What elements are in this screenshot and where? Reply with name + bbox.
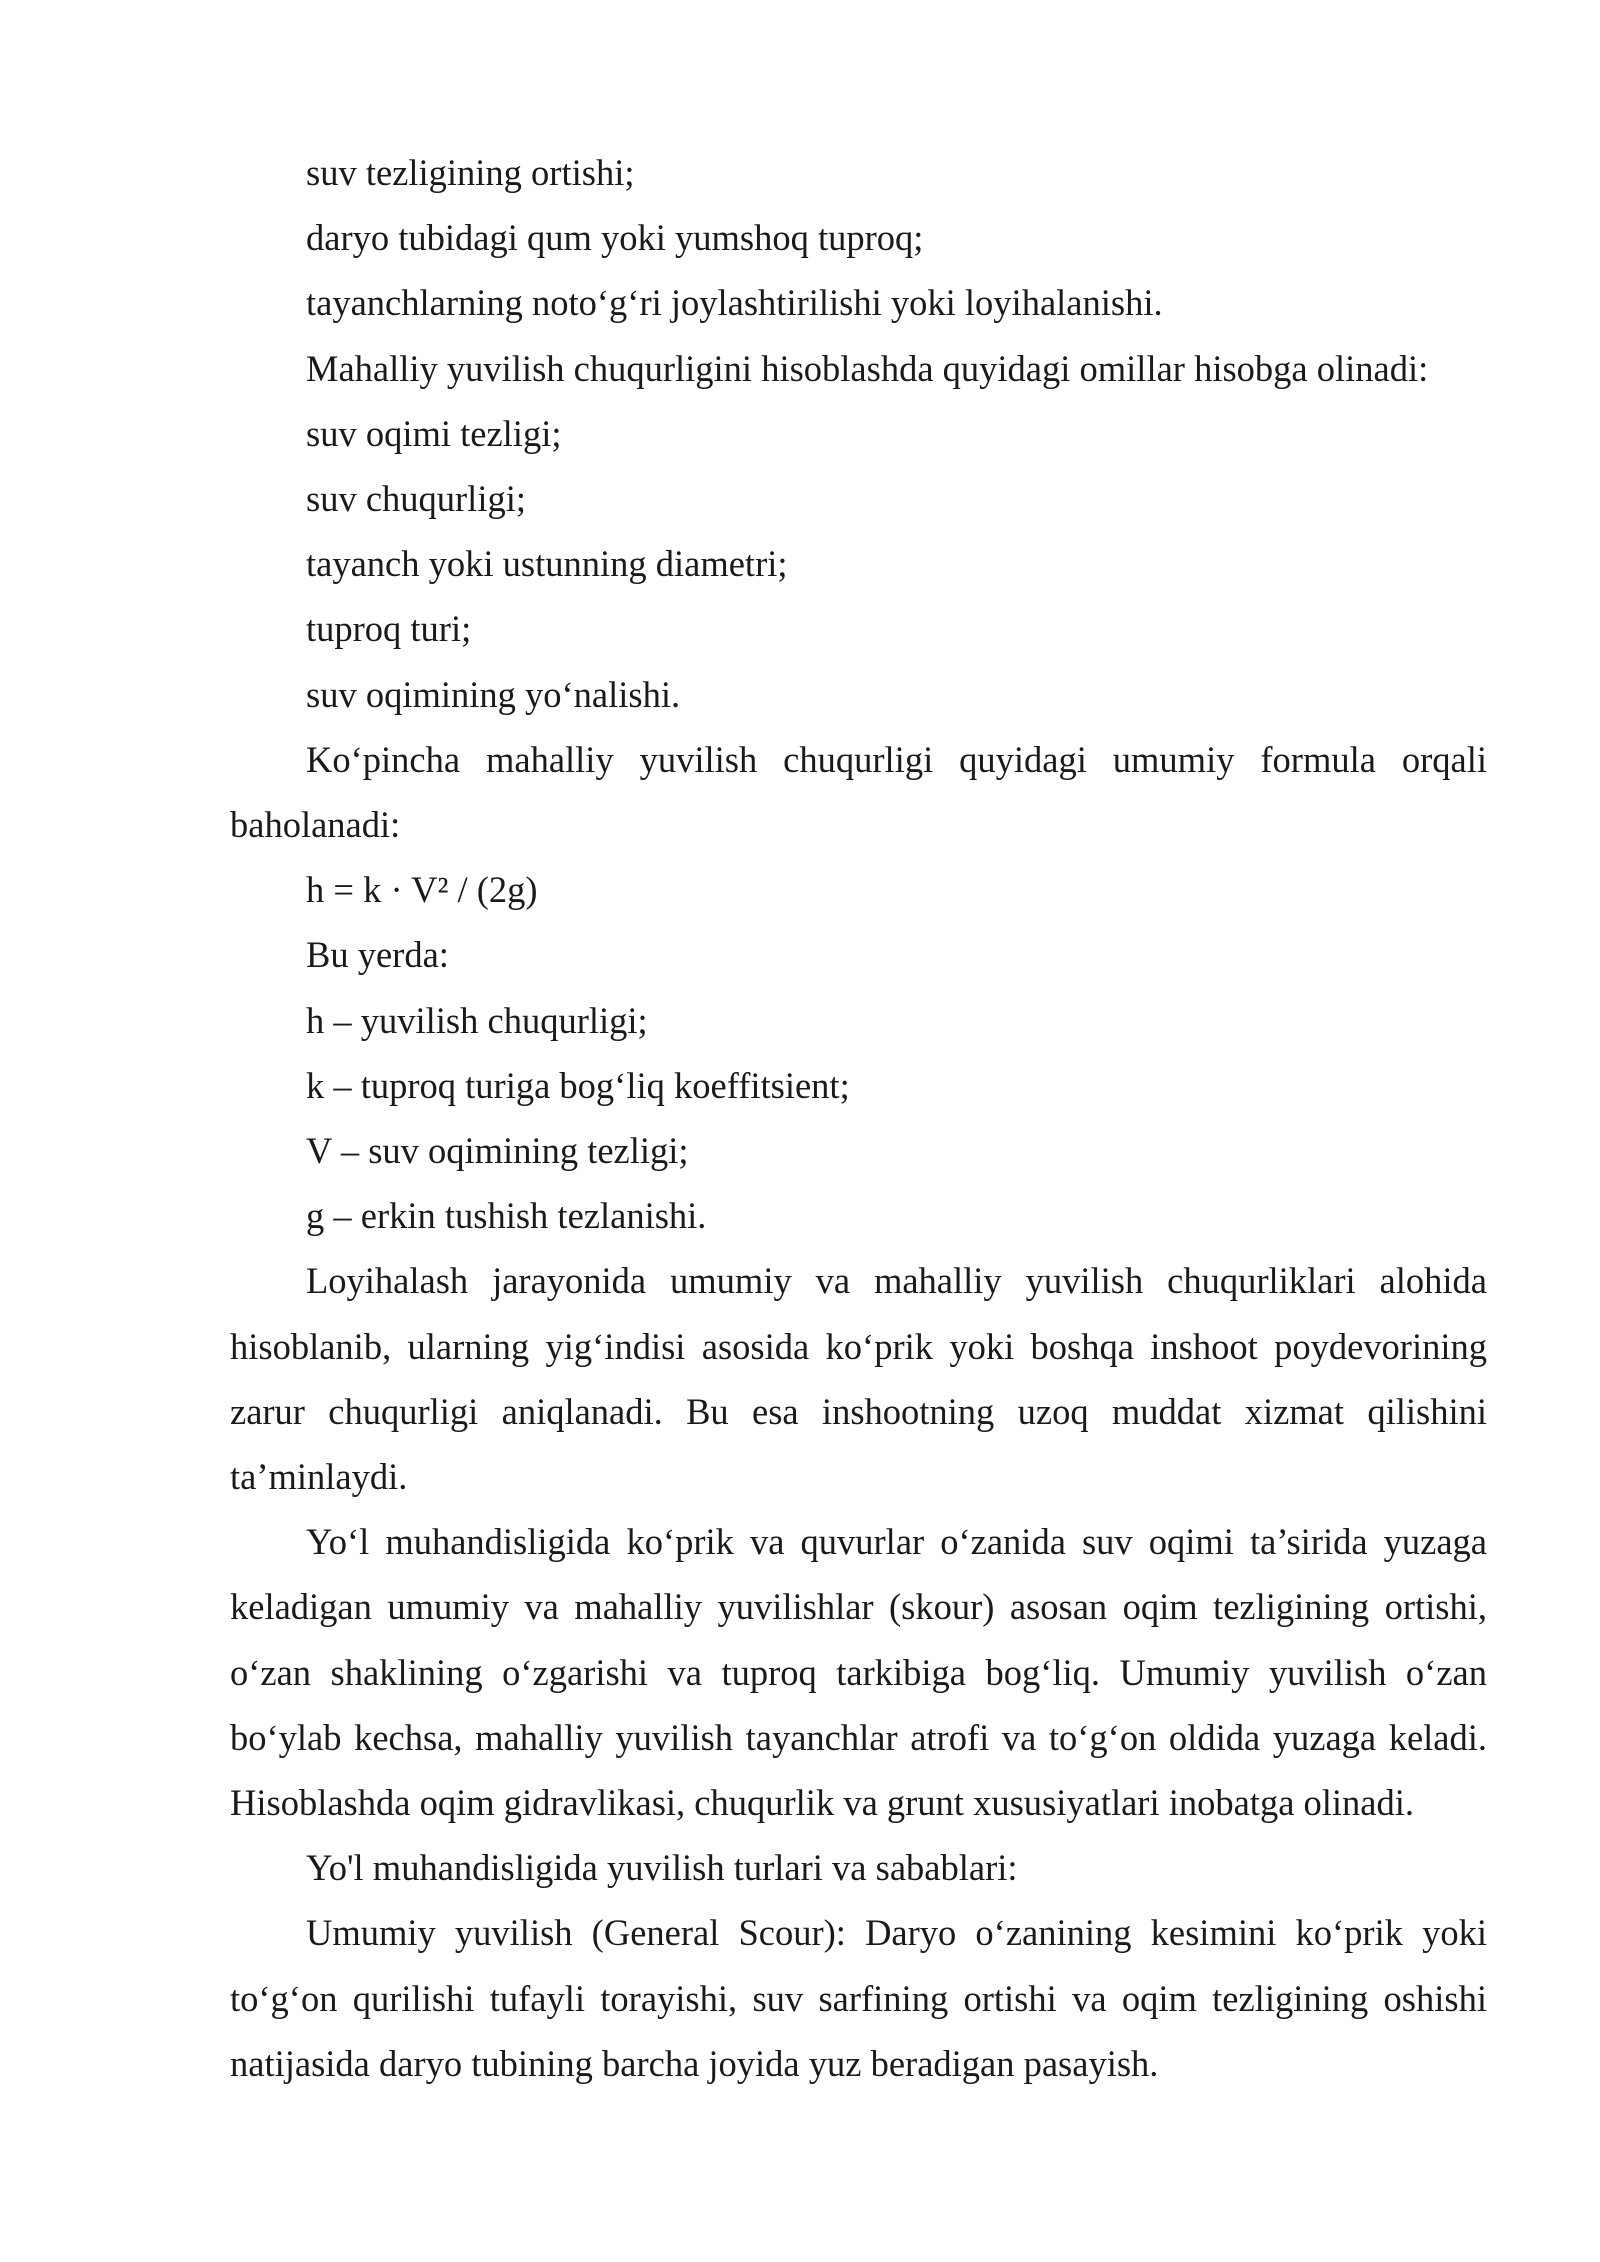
paragraph-road-engineering: Yo‘l muhandisligida ko‘prik va quvurlar o‘zanida suv oqimi ta’sirida yuzaga keladigan umumiy va mahalliy yuvilishlar (skour) asosan oqim tezligining ortishi, o‘zan shaklining o‘zgarishi va tuproq tarkibiga bog‘liq. Umumiy yuvilish o‘zan bo‘ylab kechsa, mahalliy yuvilish tayanchlar atrofi va to‘g‘on oldida yuzaga keladi. Hisoblashda oqim gidravlikasi, chuqurlik va grunt xususiyatlari inobatga olinadi. xyxy=(230,1521,1487,1824)
list-item-pier-diameter: tayanch yoki ustunning diametri; xyxy=(306,543,788,585)
list-item-pier-placement: tayanchlarning noto‘g‘ri joylashtirilishi yoki loyihalanishi. xyxy=(306,282,1163,324)
list-item-soil-type: tuproq turi; xyxy=(306,608,472,650)
formula-var-v: V – suv oqimining tezligi; xyxy=(306,1130,689,1172)
paragraph-scour-types-heading: Yo'l muhandisligida yuvilish turlari va sabablari: xyxy=(306,1847,1018,1889)
list-item-water-velocity: suv tezligining ortishi; xyxy=(306,152,635,193)
formula-where-label: Bu yerda: xyxy=(306,934,449,976)
list-item-water-depth: suv chuqurligi; xyxy=(306,478,526,520)
paragraph-factors-intro: Mahalliy yuvilish chuqurligini hisoblashda quyidagi omillar hisobga olinadi: xyxy=(306,347,1429,389)
formula: h = k · V² / (2g) xyxy=(306,869,538,911)
paragraph-design-process: Loyihalash jarayonida umumiy va mahalliy yuvilish chuqurliklari alohida hisoblanib, ularning yig‘indisi asosida ko‘prik yoki boshqa inshoot poydevorining zarur chuqurligi aniqlanadi. Bu esa inshootning uzoq muddat xizmat qilishini ta’minlaydi. xyxy=(230,1260,1487,1498)
list-item-flow-velocity: suv oqimi tezligi; xyxy=(306,412,562,454)
formula-var-g: g – erkin tushish tezlanishi. xyxy=(306,1195,707,1237)
document-page xyxy=(230,140,1487,2096)
paragraph-general-scour: Umumiy yuvilish (General Scour): Daryo o‘zanining kesimini ko‘prik yoki to‘g‘on qurilishi tufayli torayishi, suv sarfining ortishi va oqim tezligining oshishi natijasida daryo tubining barcha joyida yuz beradigan pasayish. xyxy=(230,1912,1487,2084)
list-item-sandy-bed: daryo tubidagi qum yoki yumshoq tuproq; xyxy=(306,217,924,259)
list-item-flow-direction: suv oqimining yo‘nalishi. xyxy=(306,673,681,715)
paragraph-formula-intro: Ko‘pincha mahalliy yuvilish chuqurligi quyidagi umumiy formula orqali baholanadi: xyxy=(230,738,1487,846)
formula-var-k: k – tuproq turiga bog‘liq koeffitsient; xyxy=(306,1064,850,1106)
formula-var-h: h – yuvilish chuqurligi; xyxy=(306,999,648,1041)
